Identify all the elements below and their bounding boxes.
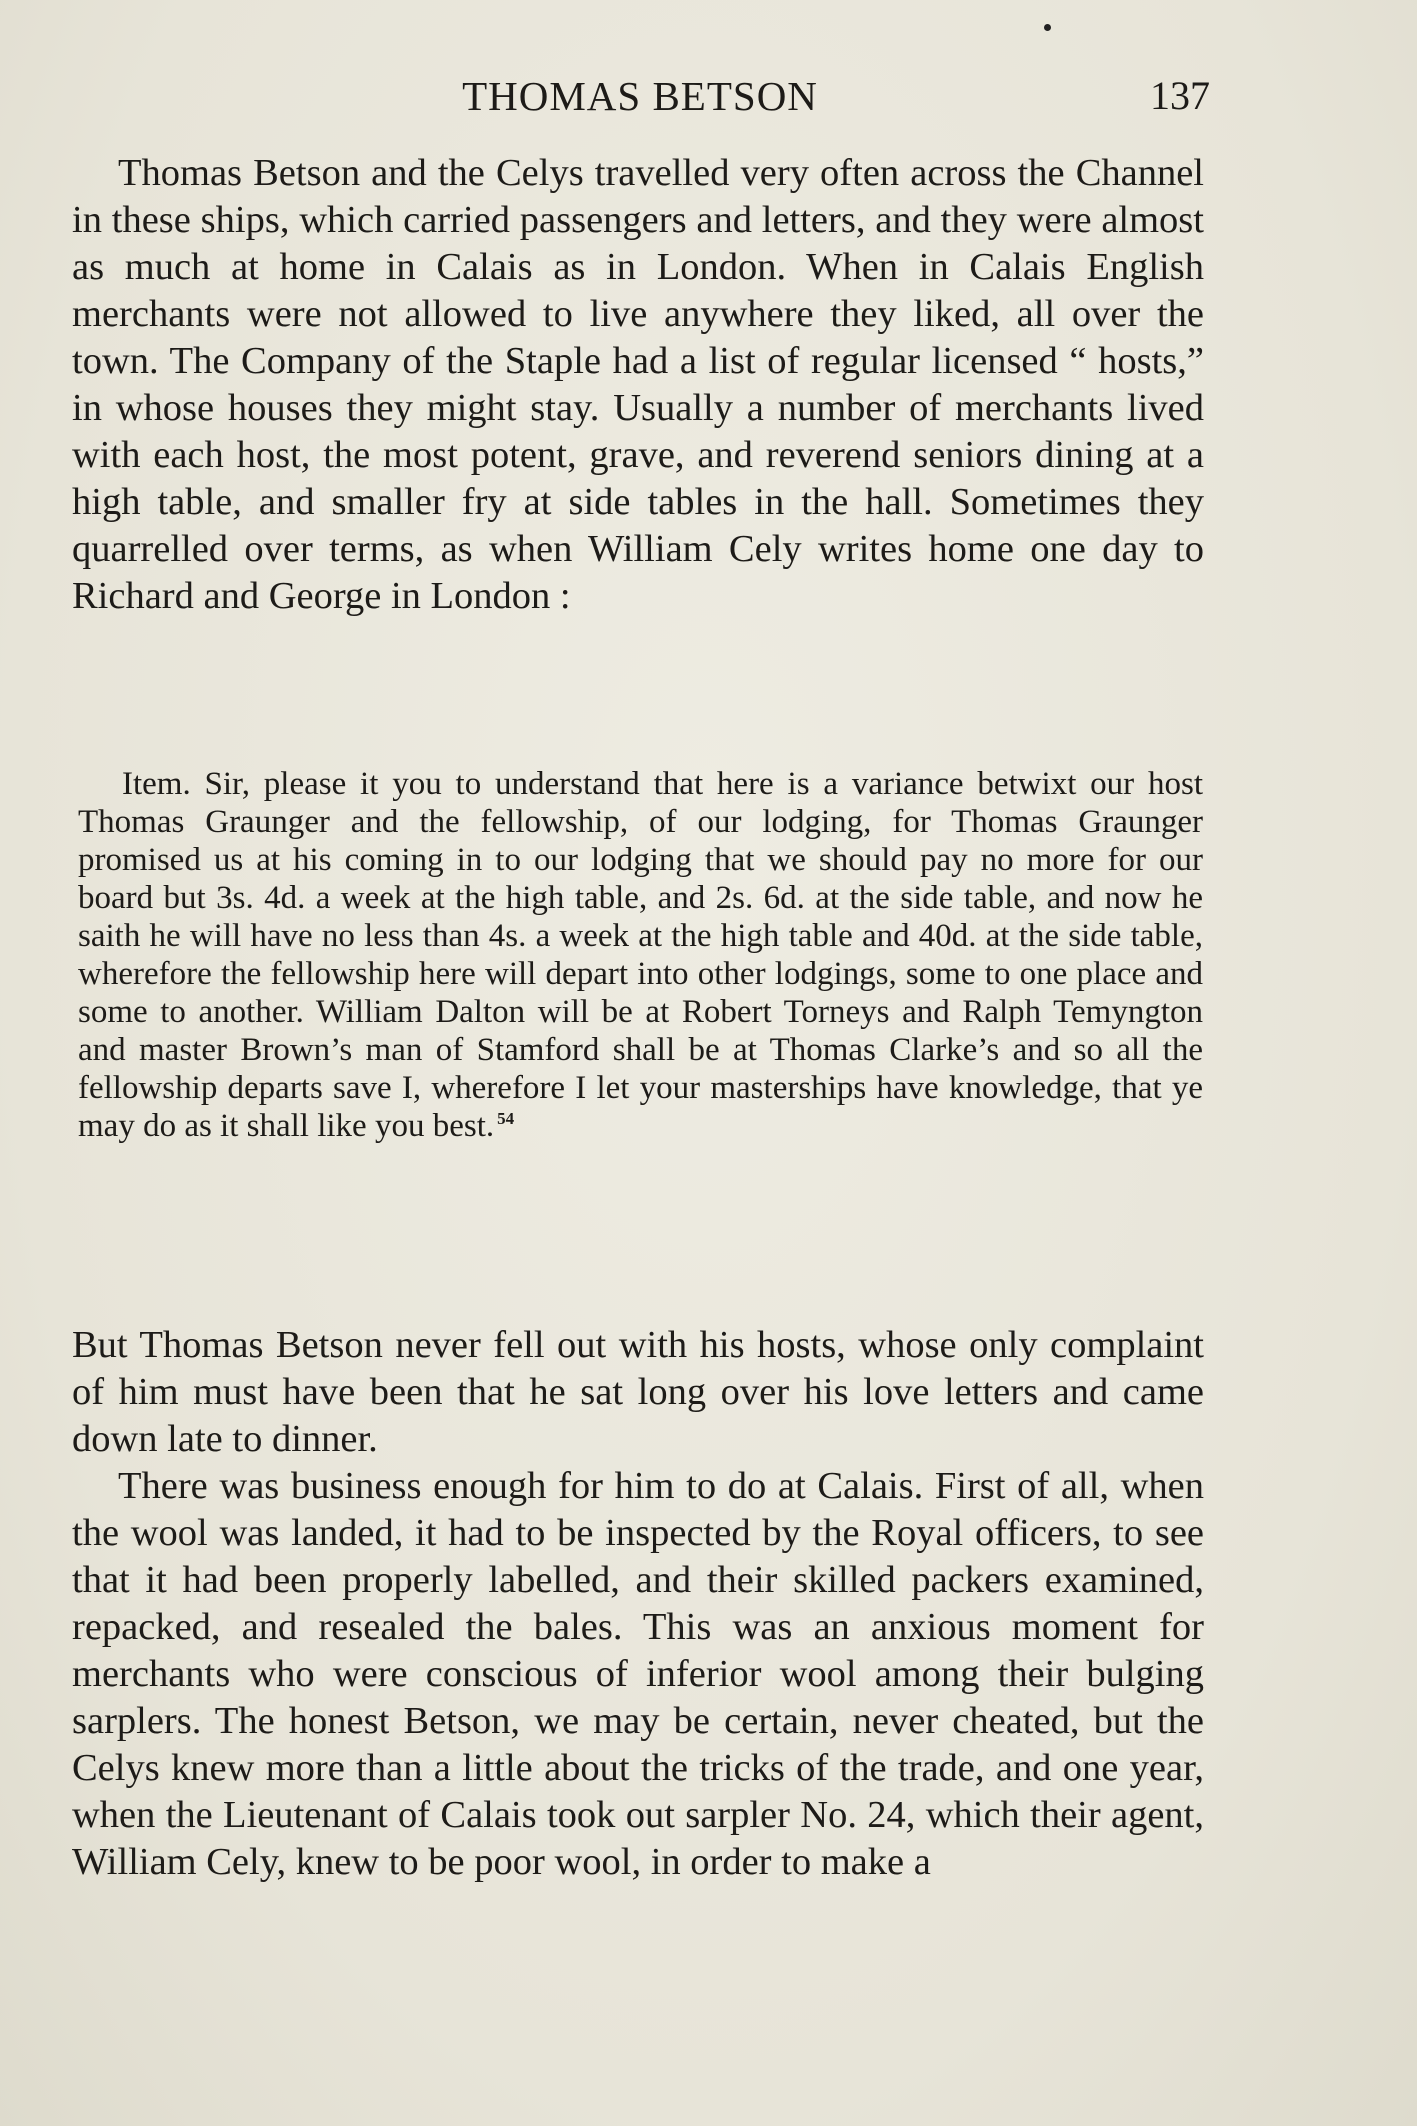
page-number: 137 <box>1150 73 1210 118</box>
block-quote-letter <box>78 765 1203 1145</box>
paragraph-calais-hosts: Thomas Betson and the Celys travelled very often across the Channel in these ships, which carried passengers and letters, and they were almost as much at home in Calais as in London. When in Calais English merchants were not allowed to live anywhere they liked, all over the town. The Company of the Staple had a list of regular licensed “ hosts,” in whose houses they might stay. Usually a number of merchants lived with each host, the most potent, grave, and reverend seniors dining at a high table, and smaller fry at side tables in the hall. Sometimes they quarrelled over terms, as when William Cely writes home one day to Richard and George in London : <box>72 152 1204 617</box>
running-head: THOMAS BETSON <box>462 73 818 119</box>
page-header <box>70 72 1210 132</box>
ink-speck <box>1044 24 1051 31</box>
paragraph-business-at-calais: There was business enough for him to do at Calais. First of all, when the wool was landed, it had to be inspected by the Royal officers, to see that it had been properly labelled, and their skilled packers examined, repacked, and resealed the bales. This was an anxious moment for merchants who were conscious of inferior wool among their bulging sarplers. The honest Betson, we may be certain, never cheated, but the Celys knew more than a little about the tricks of the trade, and one year, when the Lieutenant of Calais took out sarpler No. 24, which their agent, William Cely, knew to be poor wool, in order to make a <box>72 1465 1204 1883</box>
footnote-reference: 54 <box>497 1109 515 1128</box>
paragraph-betson-hosts: But Thomas Betson never fell out with his hosts, whose only complaint of him must have been that he sat long over his love letters and came down late to dinner. <box>72 1324 1204 1460</box>
quote-text: Item. Sir, please it you to understand that here is a variance betwixt our host Thomas Graunger and the fellowship, of our lodging, for Thomas Graunger promised us at his coming in to our lodging that we should pay no more for our board but 3s. 4d. a week at the high table, and 2s. 6d. at the side table, and now he saith he will have no less than 4s. a week at the high table and 40d. at the side table, wherefore the fellowship here will depart into other lodgings, some to one place and some to another. William Dalton will be at Robert Torneys and Ralph Temyngton and master Brown’s man of Stamford shall be at Thomas Clarke’s and so all the fellowship departs save I, wherefore I let your masterships have knowledge, that ye may do as it shall like you best. <box>78 766 1203 1144</box>
